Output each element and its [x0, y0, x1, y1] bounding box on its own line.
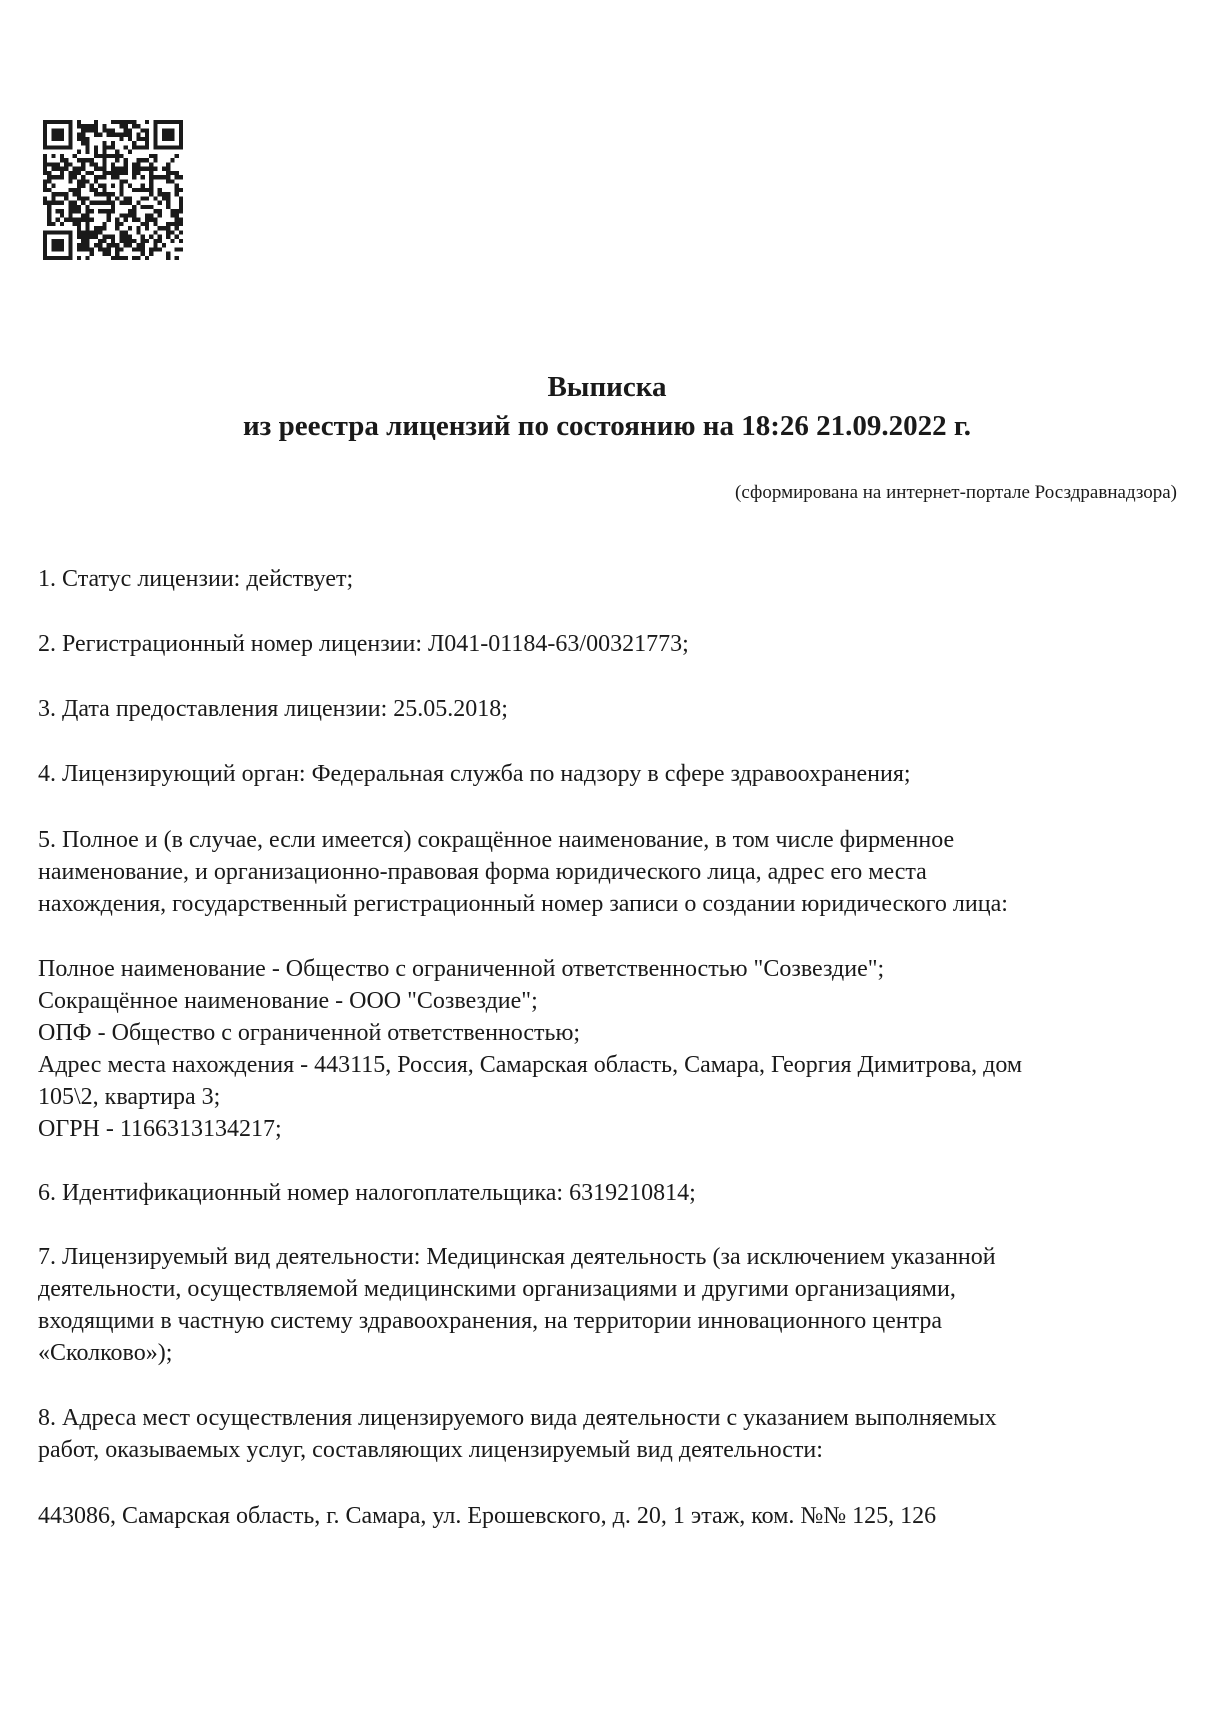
org-address: Адрес места нахождения - 443115, Россия, Самарская область, Самара, Георгия Димитрова, дом: [38, 1052, 1023, 1078]
org-full-name: Полное наименование - Общество с ограниченной ответственностью "Созвездие";: [38, 956, 885, 982]
license-reg-number: 2. Регистрационный номер лицензии: Л041-01184-63/00321773;: [38, 631, 689, 657]
licensing-authority: 4. Лицензирующий орган: Федеральная служба по надзору в сфере здравоохранения;: [38, 761, 911, 787]
qr-code: [43, 120, 183, 260]
org-details: [38, 953, 1178, 1145]
document-title: Выписка: [547, 371, 667, 403]
org-inn: 6. Идентификационный номер налогоплательщика: 6319210814;: [38, 1180, 696, 1206]
org-name-header: 5. Полное и (в случае, если имеется) сокращённое наименование, в том числе фирменное наименование, и организационно-правовая форма юридического лица, адрес его места нахождения, государственный регистрационный номер записи о создании юридического лица:: [38, 827, 1008, 917]
activity-address: 443086, Самарская область, г. Самара, ул. Ерошевского, д. 20, 1 этаж, ком. №№ 125, 126: [38, 1503, 937, 1529]
org-legal-form: ОПФ - Общество с ограниченной ответственностью;: [38, 1020, 581, 1046]
org-ogrn: ОГРН - 1166313134217;: [38, 1116, 282, 1142]
org-short-name: Сокращённое наименование - ООО "Созвездие";: [38, 988, 538, 1014]
activity-addresses-header: 8. Адреса мест осуществления лицензируемого вида деятельности с указанием выполняемых работ, оказываемых услуг, составляющих лицензируемый вид деятельности:: [38, 1405, 997, 1463]
org-address-cont: 105\2, квартира 3;: [38, 1084, 221, 1110]
license-status: 1. Статус лицензии: действует;: [38, 566, 354, 592]
license-date: 3. Дата предоставления лицензии: 25.05.2018;: [38, 696, 508, 722]
licensed-activity: 7. Лицензируемый вид деятельности: Медицинская деятельность (за исключением указанной деятельности, осуществляемой медицинскими организациями и другими организациями, входящими в частную систему здравоохранения, на территории инновационного центра «Сколково»);: [38, 1244, 996, 1366]
document-subtitle: из реестра лицензий по состоянию на 18:26 21.09.2022 г.: [242, 410, 972, 442]
source-note: (сформирована на интернет-портале Росздравнадзора): [735, 482, 1177, 503]
